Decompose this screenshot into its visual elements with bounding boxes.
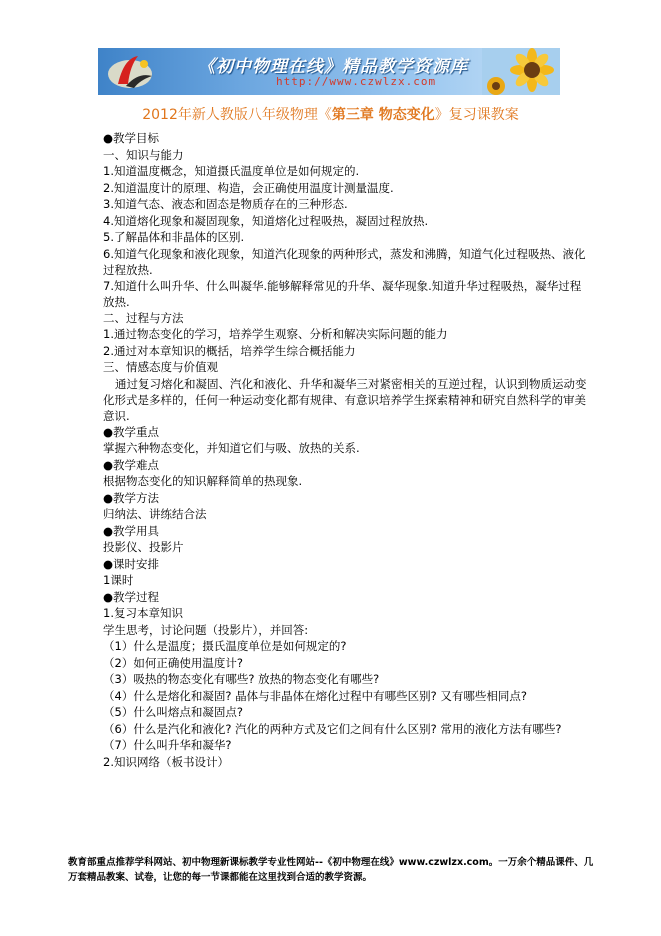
site-logo-icon (104, 50, 160, 92)
process-item: 2.通过对本章知识的概括，培养学生综合概括能力 (103, 343, 356, 358)
title-suffix: 》复习课教案 (434, 107, 519, 123)
goal-item: 7.知道什么叫升华、什么叫凝华.能够解释常见的升华、凝华现象.知道升华过程吸热，凝华过程放热. (103, 278, 582, 309)
document-body (103, 130, 589, 770)
page-footer: 教育部重点推荐学科网站、初中物理新课标教学专业性网站--《初中物理在线》www.czwlzx.com。一万余个精品课件、几万套精品教案、试卷，让您的每一节课都能在这里找到合适的教学资源。 (68, 857, 594, 883)
question-item: （5）什么叫熔点和凝固点? (103, 705, 243, 719)
section-attitude: 三、情感态度与价值观 (103, 360, 218, 374)
section-knowledge: 一、知识与能力 (103, 147, 184, 162)
title-chapter: 第三章 物态变化 (331, 107, 435, 123)
schedule-text: 1课时 (103, 573, 134, 587)
section-process: 二、过程与方法 (103, 310, 184, 325)
goal-item: 4.知道熔化现象和凝固现象，知道熔化过程吸热，凝固过程放热. (103, 213, 429, 228)
question-item: （3）吸热的物态变化有哪些? 放热的物态变化有哪些? (103, 672, 380, 686)
tools-text: 投影仪、投影片 (103, 540, 184, 554)
header-banner (98, 48, 560, 95)
heading-goals: ●教学目标 (103, 131, 160, 145)
question-item: （1）什么是温度；摄氏温度单位是如何规定的? (103, 639, 347, 653)
methods-text: 归纳法、讲练结合法 (103, 507, 207, 521)
difficulties-text: 根据物态变化的知识解释简单的热现象. (103, 474, 303, 488)
heading-schedule: ●课时安排 (103, 556, 160, 571)
process-item: 1.通过物态变化的学习，培养学生观察、分析和解决实际问题的能力 (103, 327, 448, 341)
heading-key-points: ●教学重点 (103, 424, 160, 439)
heading-tools: ●教学用具 (103, 523, 160, 538)
key-points-text: 掌握六种物态变化，并知道它们与吸、放热的关系. (103, 441, 360, 455)
goal-item: 2.知道温度计的原理、构造，会正确使用温度计测量温度. (103, 180, 394, 195)
heading-difficulties: ●教学难点 (103, 457, 160, 472)
attitude-paragraph: 通过复习熔化和凝固、汽化和液化、升华和凝华三对紧密相关的互逆过程，认识到物质运动变化形式是多样的，任何一种运动变化都有规律、有意识培养学生探索精神和研究自然科学的审美意识. (103, 376, 587, 423)
goal-item: 5.了解晶体和非晶体的区别. (103, 230, 245, 244)
title-prefix: 2012年新人教版八年级物理《 (142, 107, 332, 123)
heading-procedure: ●教学过程 (103, 589, 160, 604)
question-item: （2）如何正确使用温度计? (103, 655, 243, 670)
banner-title: 《初中物理在线》精品教学资源库 (198, 57, 468, 77)
procedure-step: 1.复习本章知识 (103, 606, 183, 620)
question-item: （6）什么是汽化和液化? 汽化的两种方式及它们之间有什么区别? 常用的液化方法有哪些? (103, 721, 562, 736)
question-item: （4）什么是熔化和凝固? 晶体与非晶体在熔化过程中有哪些区别? 又有哪些相同点? (103, 688, 527, 703)
procedure-step: 2.知识网络（板书设计） (103, 754, 229, 769)
procedure-instruction: 学生思考，讨论问题（投影片），并回答: (103, 622, 309, 637)
sunflower-icon (482, 48, 560, 95)
goal-item: 1.知道温度概念，知道摄氏温度单位是如何规定的. (103, 164, 360, 178)
goal-item: 3.知道气态、液态和固态是物质存在的三种形态. (103, 197, 348, 211)
banner-url: http://www.czwlzx.com (276, 75, 437, 88)
heading-methods: ●教学方法 (103, 490, 160, 505)
question-item: （7）什么叫升华和凝华? (103, 738, 232, 752)
document-title (0, 104, 661, 124)
goal-item: 6.知道气化现象和液化现象，知道汽化现象的两种形式，蒸发和沸腾，知道气化过程吸热、液化过程放热. (103, 246, 586, 277)
